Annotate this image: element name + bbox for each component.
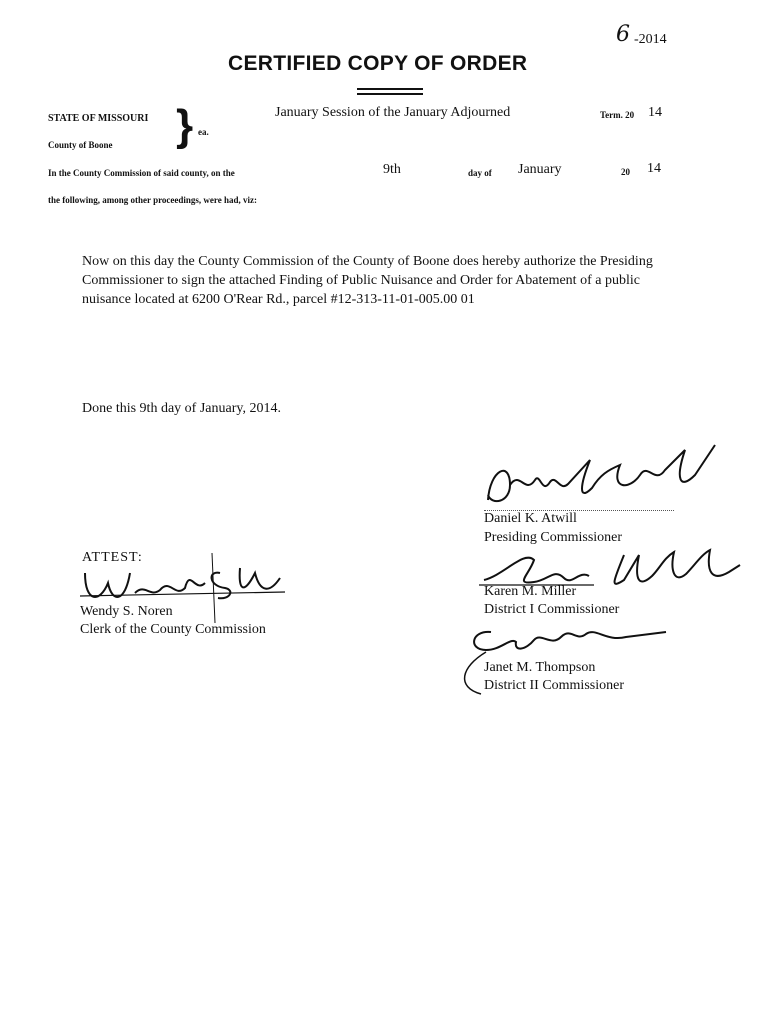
district1-name: Karen M. Miller [484, 584, 577, 599]
session-text: January Session of the January Adjourned [275, 105, 511, 120]
district1-title: District I Commissioner [484, 602, 620, 617]
clerk-name: Wendy S. Noren [80, 604, 173, 619]
proceeding-year: 14 [647, 161, 661, 176]
presiding-title: Presiding Commissioner [484, 530, 623, 545]
proceeding-month: January [518, 162, 562, 177]
attest-label: ATTEST: [82, 550, 143, 565]
document-number: 6 [616, 22, 630, 47]
following-line: the following, among other proceedings, were had, viz: [48, 195, 257, 205]
page-title: CERTIFIED COPY OF ORDER [228, 52, 528, 75]
county-label: County of Boone [48, 140, 113, 150]
district2-name: Janet M. Thompson [484, 660, 596, 675]
year-prefix: 20 [621, 167, 630, 177]
done-date-text: Done this 9th day of January, 2014. [82, 401, 281, 416]
brace-icon: } [176, 101, 194, 150]
clerk-title: Clerk of the County Commission [80, 622, 266, 637]
title-rule-top [357, 88, 423, 90]
presiding-name: Daniel K. Atwill [484, 511, 577, 526]
term-year: 14 [648, 105, 662, 120]
presiding-signature [480, 440, 730, 515]
state-label: STATE OF MISSOURI [48, 113, 149, 124]
proceeding-day: 9th [383, 162, 401, 177]
title-rule-bottom [357, 93, 423, 95]
order-body: Now on this day the County Commission of the County of Boone does hereby authorize the Presiding Commissioner to sign the attached Finding of Public Nuisance and Order for Abatement of a public nuisance located at 6200 O'Rear Rd., parcel #12-313-11-01-005.00 01 [82, 254, 653, 307]
ss-label: ea. [198, 127, 209, 137]
document-year: -2014 [634, 32, 667, 47]
proceeding-intro: In the County Commission of said county, on the [48, 168, 235, 178]
day-of-label: day of [468, 168, 492, 178]
term-label: Term. 20 [600, 110, 635, 120]
district2-title: District II Commissioner [484, 678, 624, 693]
